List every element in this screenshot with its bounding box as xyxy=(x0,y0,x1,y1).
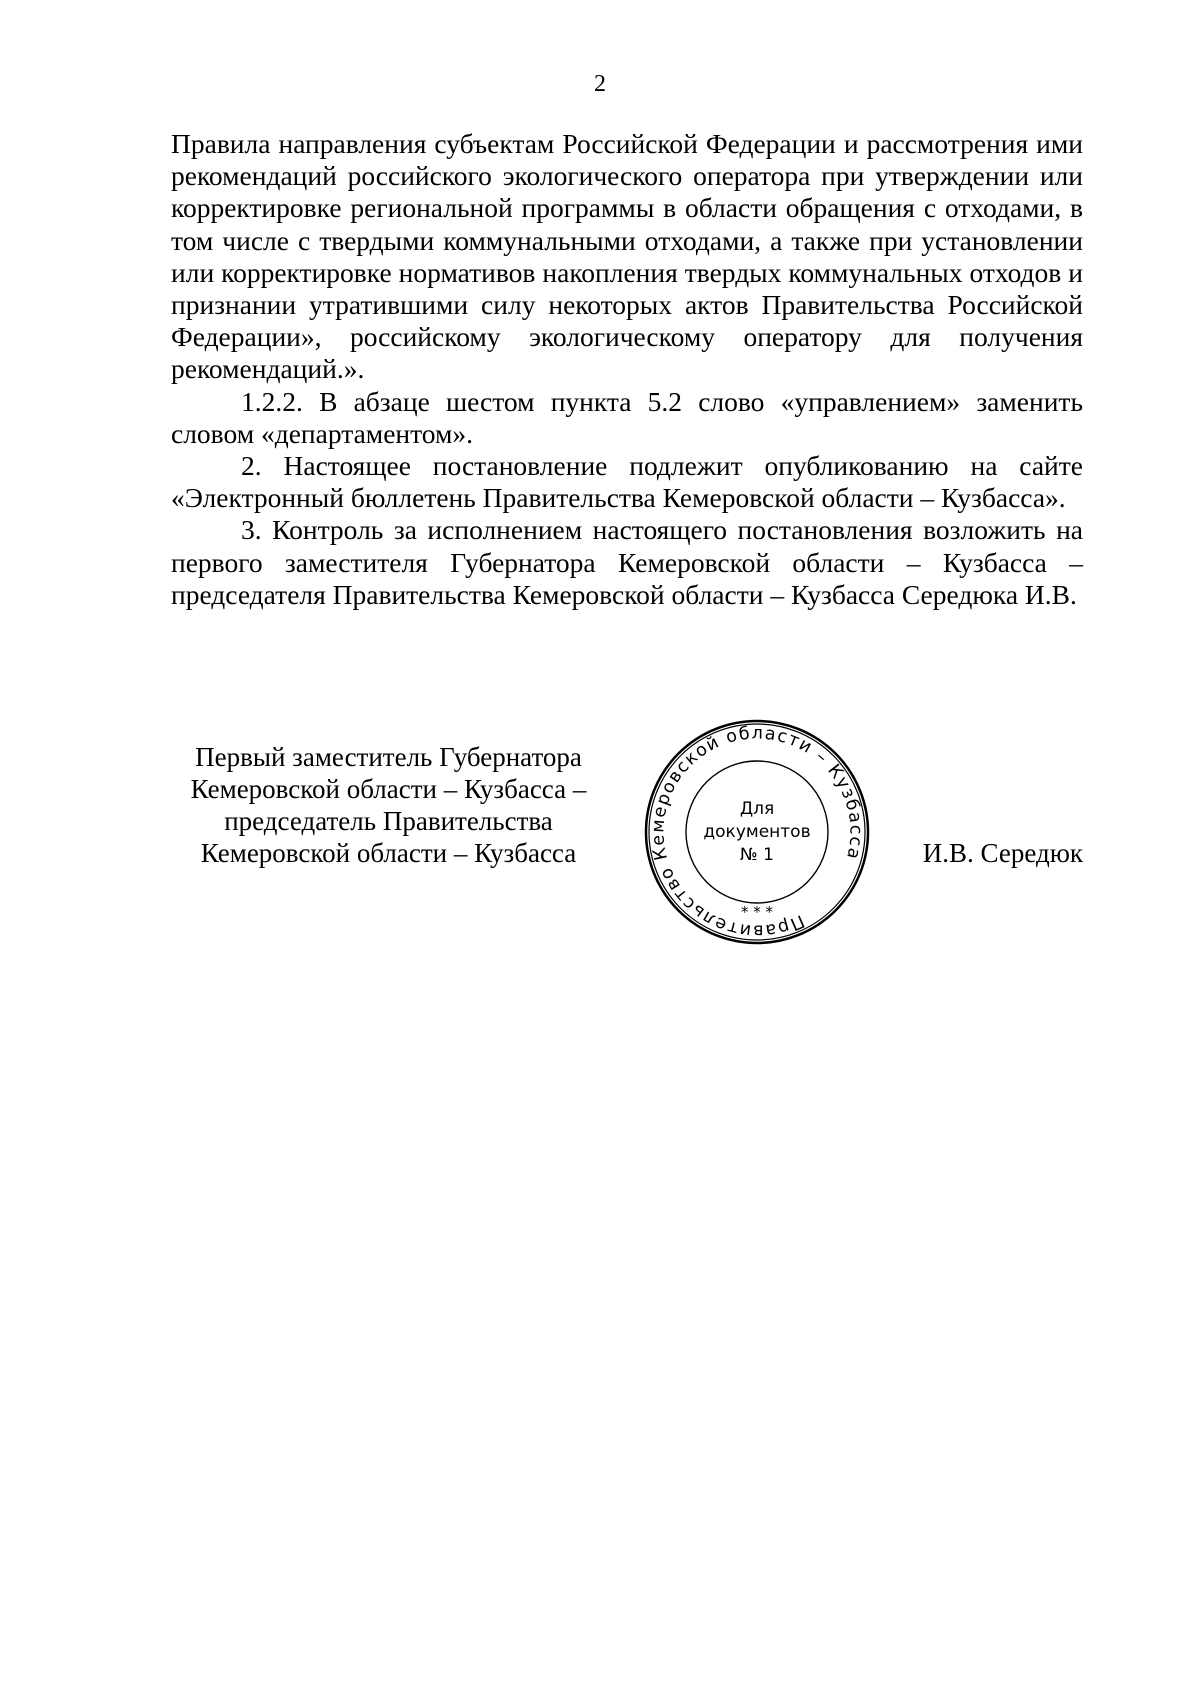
signer-position-line: председатель Правительства xyxy=(224,806,553,836)
paragraph-2-publication: 2. Настоящее постановление подлежит опубликованию на сайте «Электронный бюллетень Правительства Кемеровской области – Кузбасса». xyxy=(171,450,1083,514)
stamp-center-line: № 1 xyxy=(740,845,774,865)
page-number: 2 xyxy=(594,71,606,97)
stamp-stars: * * * xyxy=(740,903,774,921)
stamp-center-line: документов xyxy=(703,822,811,842)
signer-position-line: Кемеровской области – Кузбасса xyxy=(200,838,577,868)
stamp-center-line: Для xyxy=(739,799,775,819)
signer-position-line: Кемеровской области – Кузбасса – xyxy=(190,774,587,804)
stamp-ring-text: Правительство Кемеровской области – Кузбасса xyxy=(648,723,866,941)
signer-name: И.В. Середюк xyxy=(922,838,1083,868)
official-seal-stamp xyxy=(643,718,871,946)
paragraph-1-2-2: 1.2.2. В абзаце шестом пункта 5.2 слово «управлением» заменить словом «департаментом». xyxy=(171,385,1083,449)
signer-position-line: Первый заместитель Губернатора xyxy=(195,742,582,772)
document-body xyxy=(171,128,1083,611)
paragraph-rules-continuation: Правила направления субъектам Российской Федерации и рассмотрения ими рекомендаций российского экологического оператора при утверждении или корректировке региональной программы в области обращения с отходами, в том числе с твердыми коммунальными отходами, а также при установлении или корректировке нормативов накопления твердых коммунальных отходов и признании утратившими силу некоторых актов Правительства Российской Федерации», российскому экологическому оператору для получения рекомендаций.». xyxy=(171,128,1083,385)
signer-position xyxy=(171,741,606,869)
paragraph-3-control: 3. Контроль за исполнением настоящего постановления возложить на первого заместителя Губернатора Кемеровской области – Кузбасса – председателя Правительства Кемеровской области – Кузбасса Середюка И.В. xyxy=(171,514,1083,610)
